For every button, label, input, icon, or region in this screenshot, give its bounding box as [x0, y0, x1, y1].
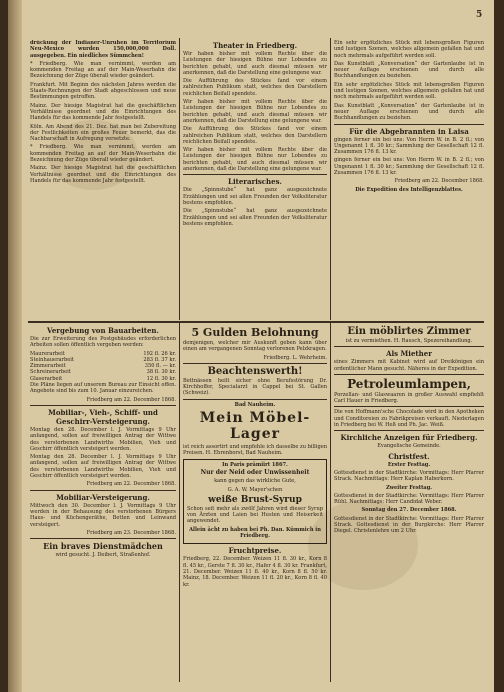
tender-title: Vergebung von Bauarbeiten.: [47, 326, 159, 335]
syrup-award: In Paris prämiirt 1867.: [222, 461, 288, 468]
column-rule: [330, 322, 331, 682]
tender-items: [30, 351, 176, 382]
tenant-title: Als Miether: [386, 349, 432, 359]
newspaper-page: [8, 0, 494, 692]
news-paragraph: Mainz. Der hiesige Magistrat hat die geschäftlichen Verhältnisse geordnet und die Einrichtungen des Handels für das kommende Jahr festgestellt.: [30, 165, 176, 184]
divider: [334, 124, 484, 125]
tender-item-price: 350 fl. — kr.: [144, 363, 176, 370]
syrup-text: Schon seit mehr als zwölf Jahren wird dieser Syrup von Ärzten und Laien bei Husten und Heiserkeit angewendet.: [187, 505, 323, 525]
tender-text: Die Pläne liegen auf unserem Bureau zur Einsicht offen. Angebote sind bis zum 10. Januar einzureichen.: [30, 382, 176, 395]
church-text: Gottesdienst in der Stadtkirche: Vormittags: Herr Pfarrer Strack. Nachmittags: Herr Kaplan Haberkorn.: [334, 469, 484, 483]
news-headline: drückung der Indianer-Unruhen im Territorium Neu-Mexico wurden 150,000,000 Doll. ausgegeben. Ein niedliches Sümmchen!: [30, 40, 176, 59]
auction-title: Mobiliar-, Vieh-, Schiff- und Geschirr-Versteigerung.: [48, 407, 158, 426]
news-paragraph: Das Kunstblatt „Konversation“ der Gartenlaube ist in neuer Auflage erschienen und durch alle Buchhandlungen zu beziehen.: [334, 102, 484, 122]
news-paragraph: Köln. Am Abend des 21. Dez. hat man bei Zubereitung der Festlichkeiten ein großes Feuer bemerkt, das die Nachbarschaft in Aufregung versetzte.: [30, 123, 176, 143]
news-paragraph: Frankfurt. Mit Beginn des nächsten Jahres werden die Staats-Rechnungen der Stadt abgeschlossen und neue Bestimmungen getroffen.: [30, 81, 176, 101]
church-subheading: Zweiter Festtag.: [385, 484, 433, 491]
church-text: Gottesdienst in der Stadtkirche: Vormittags: Herr Pfarrer Rühl. Nachmittags: Herr Candidat Weber.: [334, 492, 484, 506]
divider: [30, 490, 176, 491]
theater-paragraph: Wir haben bisher mit vollem Rechte über die Leistungen der hiesigen Bühne nur Lobendes zu berichten gehabt, und auch diesmal müssen wir anerkennen, daß die Darstellung eine gelungene war.: [183, 99, 327, 124]
church-sunday: Sonntag den 27. December 1868.: [361, 507, 457, 514]
syrup-line: Nur der Neid oder Unwissenheit: [200, 468, 310, 476]
church-day: Christfest.: [388, 451, 430, 461]
grain-prices-title: Fruchtpreise.: [228, 546, 282, 556]
news-paragraph: Mainz. Der hiesige Magistrat hat die geschäftlichen Verhältnisse geordnet und die Einrichtungen des Handels für das kommende Jahr festgestellt.: [30, 102, 176, 122]
furniture-text: ist reich assortirt und empfehle ich dasselbe zu billigen Preisen. H. Ehrenborst, Bad Nauheim.: [183, 444, 327, 457]
theater-title: Theater in Friedberg.: [212, 41, 298, 50]
divider: [183, 174, 327, 175]
church-text: Gottesdienst in der Stadtkirche: Vormittags: Herr Pfarrer Strack. Gottesdienst in der Burgkirche: Herr Pfarrer Diegel. Christenlehre um 2 Uhr.: [334, 515, 484, 535]
column-rule: [179, 38, 180, 320]
column-rule: [179, 322, 180, 682]
maid-wanted-text: wird gesucht. J. Deibert, Straßenhof.: [55, 552, 151, 559]
divider: [334, 406, 484, 407]
left-news-column: [30, 40, 176, 318]
theater-column: [183, 40, 327, 318]
divider: [334, 346, 484, 347]
center-ads-column: [183, 325, 327, 687]
literature-paragraph: Die „Spinnstube“ hat ganz ausgezeichnete Erzählungen und sei allen Freunden der Volksliteratur bestens empfohlen.: [183, 187, 327, 206]
syrup-product: weiße Brust-Syrup: [208, 494, 302, 505]
tender-date: Friedberg am 22. December 1868.: [86, 396, 176, 403]
divider: [183, 399, 327, 400]
furniture-headline: Mein Möbel-Lager: [199, 410, 311, 443]
news-paragraph: * Friedberg. Wie man vernimmt, werden am kommenden Freitag an auf der Main-Weserbahn die Bezeichnung der Züge überall wieder geändert.: [30, 60, 176, 80]
tender-item-name: Glaserarbeit: [30, 375, 63, 382]
lamp-text: Porzellan- und Glaswaaren in großer Auswahl empfiehlt Carl Hauer in Friedberg.: [334, 391, 484, 405]
tender-item-name: Schreinerarbeit: [30, 369, 71, 376]
divider: [183, 363, 327, 364]
theater-paragraph: Wir haben bisher mit vollem Rechte über die Leistungen der hiesigen Bühne nur Lobendes zu berichten gehabt, und auch diesmal müssen wir anerkennen, daß die Darstellung eine gelungene war.: [183, 51, 327, 76]
divider: [334, 374, 484, 375]
auction-text: Montag den 28. December l. J. Vormittags 9 Uhr anfangend, sollen auf freiwilligen Antrag der Wittwe des verstorbenen Landwirths Mobilien, Vieh und Geschirr öffentlich versteigert werden.: [30, 454, 176, 480]
divider: [30, 405, 176, 406]
auction2-text: Mittwoch den 30. December l. J. Vormittags 9 Uhr werden in der Behausung des verstorbenen Bürgers Haus- und Küchengeräthe, Betten und Leinwand versteigert.: [30, 502, 176, 528]
room-title: Ein möblirtes Zimmer: [347, 326, 471, 337]
news-paragraph: * Friedberg. Wie man vernimmt, werden am kommenden Freitag an auf der Main-Weserbahn die Bezeichnung der Züge überall wieder geändert.: [30, 144, 176, 164]
notice-title: Beachtenswerth!: [207, 365, 303, 377]
church-subheading: Erster Festtag.: [387, 461, 431, 468]
room-text: ist zu vermiethen. H. Rausch, Spezereihandlung.: [345, 338, 473, 344]
tenant-text: eines Zimmers mit Kabinet wird auf Dreikönigen ein ordentlicher Mann gesucht. Näheres in der Expedition.: [334, 359, 484, 372]
news-paragraph: Ein sehr ergötzliches Stück mit lebensgroßen Figuren und lustigen Szenen, welches allgemein gefallen hat und noch mehrmals aufgeführt werden soll.: [334, 40, 484, 59]
tender-item-price: 283 fl. 37 kr.: [143, 356, 176, 363]
tender-item-name: Steinhauerarbeit: [30, 356, 74, 363]
relief-notice-text: gingen ferner ein bei uns: Von Herrn W. in B. 2 fl.; von Ungenannt 1 fl. 30 kr.; Sammlung der Gesellschaft 12 fl. Zusammen 176 fl. 13 kr.: [334, 157, 484, 177]
auction-text: Montag den 28. December l. J. Vormittags 9 Uhr anfangend, sollen auf freiwilligen Antrag der Wittwe des verstorbenen Landwirths Mobilien, Vieh und Geschirr öffentlich versteigert werden.: [30, 426, 176, 452]
chocolate-text: Die von Hoffmann'sche Chocolade wird in den Apotheken und Conditoreien zu Fabrikpreisen verkauft. Niederlagen in Friedberg bei W. Heß und Ph. Jac. Weiß.: [334, 409, 484, 429]
tender-item-name: Maurerarbeit: [30, 350, 65, 357]
theater-paragraph: Wir haben bisher mit vollem Rechte über die Leistungen der hiesigen Bühne nur Lobendes zu berichten gehabt, und auch diesmal müssen wir anerkennen, daß die Darstellung eine gelungene war.: [183, 147, 327, 173]
tender-item-price: 192 fl. 26 kr.: [143, 350, 176, 357]
tender-item-name: Zimmerarbeit: [30, 363, 66, 370]
lamp-title: Petroleumlampen,: [347, 376, 471, 391]
reward-title: 5 Gulden Belohnung: [191, 326, 319, 339]
auction-date: Friedberg am 22. December 1868.: [86, 481, 176, 488]
notice-signature: Die Expedition des Intelligenzblattes.: [355, 186, 463, 193]
syrup-ad-box: [183, 459, 327, 545]
notice-date: Friedberg am 22. December 1868.: [394, 178, 484, 185]
theater-paragraph: Die Aufführung des Stückes fand vor einem zahlreichen Publikum statt, welches den Darstellern reichlichen Beifall spendete.: [183, 78, 327, 97]
reward-signature: Friedberg. L. Wehrheim.: [263, 354, 327, 361]
right-news-column: [334, 40, 484, 318]
news-paragraph: Das Kunstblatt „Konversation“ der Gartenlaube ist in neuer Auflage erschienen und durch alle Buchhandlungen zu beziehen.: [334, 60, 484, 80]
tender-item-price: 12 fl. 30 kr.: [146, 375, 176, 382]
news-paragraph: Ein sehr ergötzliches Stück mit lebensgroßen Figuren und lustigen Szenen, welches allgemein gefallen hat und noch mehrmals aufgeführt werden soll.: [334, 81, 484, 101]
grain-prices-text: Friedberg, 22. December. Weizen 11 fl. 30 kr., Korn 8 fl. 45 kr., Gerste 7 fl. 30 kr., Hafer 4 fl. 30 kr. Frankfurt, 21. December. Weizen 11 fl. 40 kr., Korn 8 fl. 50 kr. Mainz, 18. December. Weizen 11 fl. 20 kr., Korn 8 fl. 40 kr.: [183, 556, 327, 588]
syrup-line: G. A. W. Mayer'schen: [227, 486, 283, 493]
left-ads-column: [30, 325, 176, 687]
syrup-line: kann gegen das wirkliche Gute,: [214, 478, 296, 485]
divider: [30, 538, 176, 539]
church-title: Kirchliche Anzeigen für Friedberg.: [340, 433, 478, 443]
tender-intro: Die zur Erweiterung des Postgebäudes erforderlichen Arbeiten sollen öffentlich vergeben werden:: [30, 336, 176, 349]
tender-item-price: 38 fl. 30 kr.: [146, 369, 176, 376]
church-subtitle: Evangelische Gemeinde.: [377, 443, 441, 450]
relief-notice-title: Für die Abgebrannten in Laisa: [349, 126, 469, 136]
divider: [334, 430, 484, 431]
page-number: 5: [476, 10, 483, 20]
theater-paragraph: Die Aufführung des Stückes fand vor einem zahlreichen Publikum statt, welches den Darstellern reichlichen Beifall spendete.: [183, 126, 327, 145]
auction2-title: Mobiliar-Versteigerung.: [56, 492, 150, 502]
right-ads-column: [334, 325, 484, 687]
auction2-date: Friedberg am 23. December 1868.: [86, 529, 176, 536]
column-rule: [330, 38, 331, 320]
location-label: Bad Nauheim.: [234, 401, 276, 408]
syrup-seller: Allein ächt zu haben bei Ph. Dan. Kümmich in Friedberg.: [189, 526, 321, 540]
notice-text: Bettnässen heilt sicher ohne Berufsstörung Dr. Kirchhoffer, Specialarzt in Cappel bei St. Gallen (Schweiz).: [183, 377, 327, 397]
literature-title: Literarisches.: [228, 177, 282, 187]
reward-text: demjenigen, welcher mir Auskunft geben kann über einen am vergangenen Sonntag verlorenen Pelzkragen.: [183, 340, 327, 353]
relief-notice-text: gingen ferner ein bei uns: Von Herrn W. in B. 2 fl.; von Ungenannt 1 fl. 30 kr.; Sammlung der Gesellschaft 12 fl. Zusammen 176 fl. 13 kr.: [334, 136, 484, 156]
literature-paragraph: Die „Spinnstube“ hat ganz ausgezeichnete Erzählungen und sei allen Freunden der Volksliteratur bestens empfohlen.: [183, 208, 327, 227]
horizontal-rule: [28, 321, 484, 323]
page-fold-shadow: [8, 0, 22, 692]
maid-wanted-title: Ein braves Dienstmädchen: [43, 541, 163, 552]
